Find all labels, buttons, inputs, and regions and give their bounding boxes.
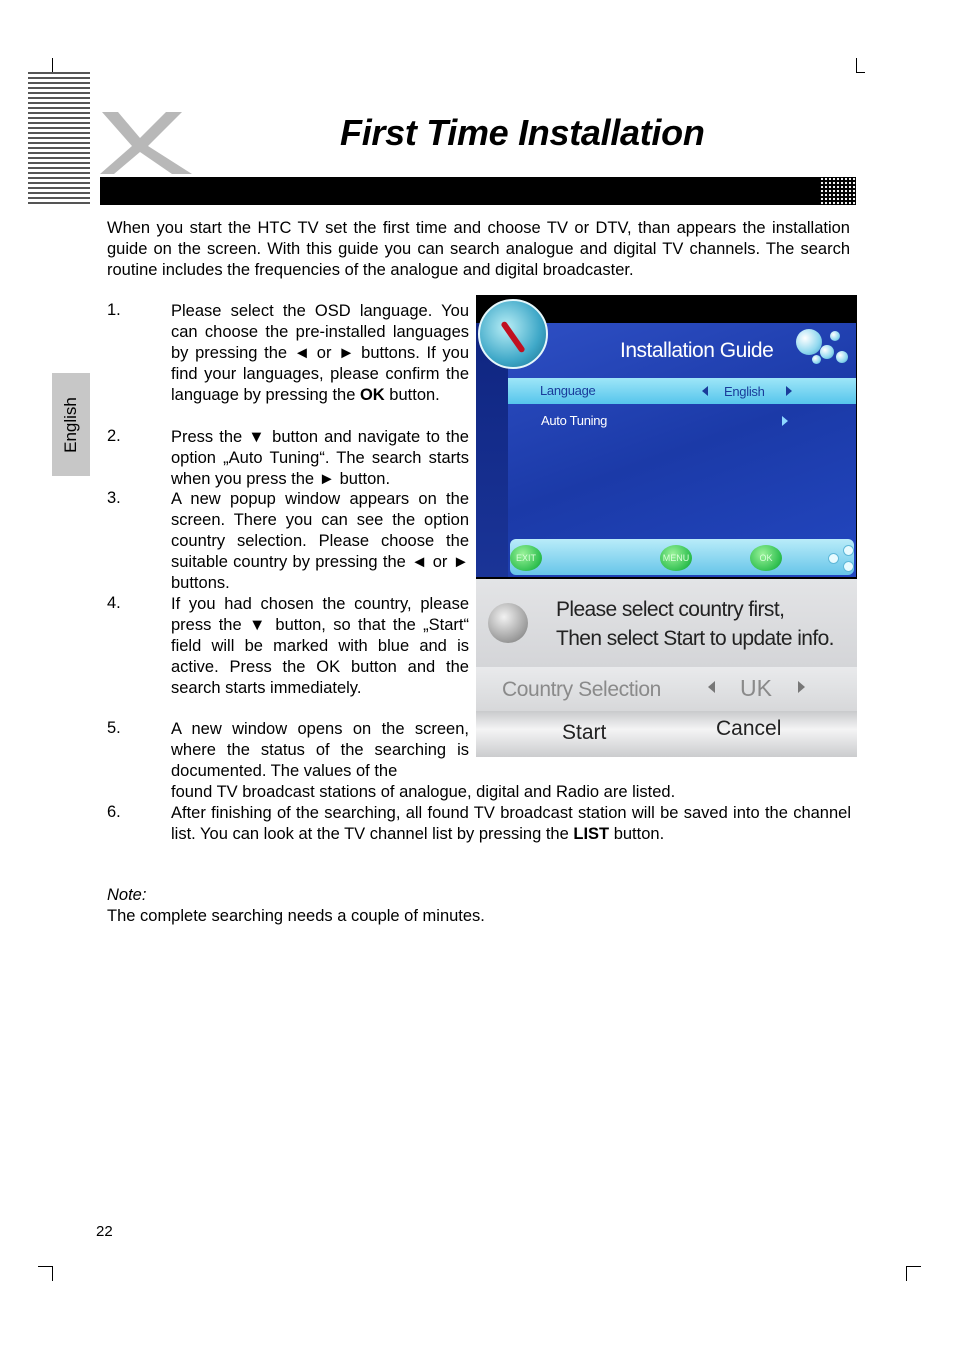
exit-button: EXIT — [510, 545, 542, 571]
step-5-continuation: found TV broadcast stations of analogue, digital and Radio are listed. — [171, 783, 676, 801]
step-number: 4. — [107, 594, 121, 612]
menu-value: English — [724, 384, 765, 399]
navigation-pad-icon — [826, 545, 857, 571]
title-bar — [100, 177, 856, 205]
step-number: 5. — [107, 719, 121, 737]
note-text: The complete searching needs a couple of minutes. — [107, 907, 485, 925]
side-tab-label: English — [61, 396, 80, 453]
menu-label: Auto Tuning — [541, 413, 608, 428]
country-value: UK — [740, 675, 772, 701]
bubbles-icon — [794, 327, 850, 369]
arrow-right-icon — [782, 416, 788, 426]
step-number: 1. — [107, 301, 121, 319]
osd-header: Installation Guide — [620, 339, 774, 362]
step-3-text: A new popup window appears on the screen. There you can see the option country selection. Please choose the suitable country by pressing the ◄ or ► buttons. — [171, 490, 469, 592]
arrow-left-icon — [708, 681, 715, 693]
language-side-tab — [52, 373, 90, 476]
cancel-button: Cancel — [716, 717, 782, 740]
intro-paragraph: When you start the HTC TV set the first time and choose TV or DTV, than appears the installation guide on the screen. With this guide you can search analogue and digital TV channels. The search routine includes the frequencies of the analogue and digital broadcaster. — [107, 219, 850, 279]
crop-mark-top-right — [856, 58, 865, 73]
header-stripes — [28, 72, 90, 204]
installation-guide-screenshot — [476, 295, 857, 757]
country-selection-row — [476, 667, 857, 711]
crop-mark-bottom-right — [906, 1266, 921, 1281]
arrow-right-icon — [786, 386, 792, 396]
step-2-text: Press the ▼ button and navigate to the option „Auto Tuning“. The search starts when you press the ► button. — [171, 428, 469, 488]
osd-button-bar — [510, 539, 854, 575]
crop-mark-bottom-left — [38, 1266, 53, 1281]
popup-button-row — [476, 711, 857, 757]
country-label: Country Selection — [502, 678, 661, 701]
step-number: 3. — [107, 489, 121, 507]
brand-logo — [96, 108, 196, 176]
arrow-left-icon — [702, 386, 708, 396]
step-1-text: Please select the OSD language. You can choose the pre-installed languages by pressing the ◄ or ► buttons. If you find your languages, please confirm the language by pressing the OK button. — [171, 302, 469, 404]
step-6-text: After finishing of the searching, all found TV broadcast station will be saved into the channel list. You can look at the TV channel list by pressing the LIST button. — [171, 804, 851, 843]
page-title: First Time Installation — [340, 112, 705, 153]
step-5-text: A new window opens on the screen, where the status of the searching is documented. The values of the — [171, 720, 469, 780]
menu-button: MENU — [660, 545, 692, 571]
start-button: Start — [562, 721, 607, 744]
step-number: 2. — [107, 427, 121, 445]
menu-label: Language — [540, 383, 596, 398]
note-label: Note: — [107, 886, 147, 904]
settings-tool-icon — [478, 299, 548, 369]
step-number: 6. — [107, 803, 121, 821]
page-number: 22 — [96, 1223, 113, 1240]
ok-button: OK — [750, 545, 782, 571]
arrow-right-icon — [798, 681, 805, 693]
menu-item-language — [508, 378, 856, 404]
step-4-text: If you had chosen the country, please press the ▼ button, so that the „Start“ field will be marked with blue and is active. Press the OK button and the search starts immediately. — [171, 595, 469, 697]
smiley-icon — [488, 603, 528, 643]
popup-message: Please select country first, Then select Start to update info. — [556, 598, 834, 650]
country-selection-popup — [476, 579, 857, 757]
crop-mark-top-left — [38, 58, 53, 73]
